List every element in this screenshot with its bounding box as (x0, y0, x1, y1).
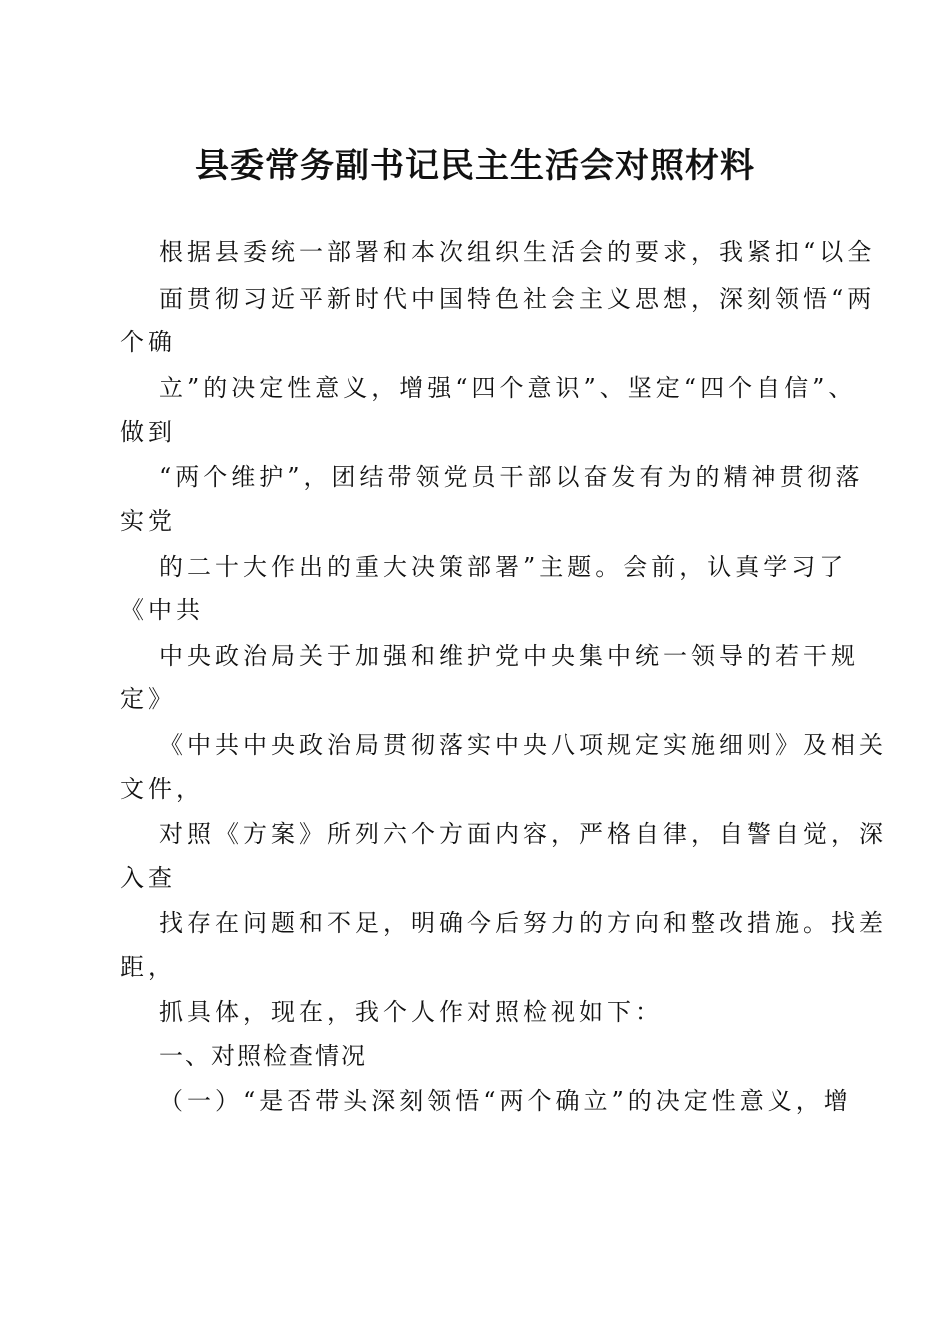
paragraph-line: 面贯彻习近平新时代中国特色社会主义思想，深刻领悟“两 (159, 285, 876, 313)
paragraph-line: 《中共 (120, 596, 204, 624)
paragraph-line: 个确 (120, 328, 176, 356)
paragraph-line: 做到 (120, 418, 176, 446)
subsection-line: （一）“是否带头深刻领悟“两个确立”的决定性意义，增 (159, 1087, 852, 1115)
paragraph-line: 距， (120, 953, 176, 981)
document-title: 县委常务副书记民主生活会对照材料 (195, 146, 755, 186)
paragraph-line: 根据县委统一部署和本次组织生活会的要求，我紧扣“以全 (159, 238, 876, 266)
paragraph-line: 实党 (120, 507, 176, 535)
paragraph-line: 定》 (120, 685, 176, 713)
paragraph-line: 对照《方案》所列六个方面内容，严格自律，自警自觉，深 (159, 820, 887, 848)
paragraph-line: 找存在问题和不足，明确今后努力的方向和整改措施。找差 (159, 909, 887, 937)
paragraph-line: 《中共中央政治局贯彻落实中央八项规定实施细则》及相关 (159, 731, 887, 759)
paragraph-line: 入查 (120, 864, 176, 892)
section-heading: 一、对照检查情况 (159, 1042, 367, 1070)
paragraph-line: 抓具体，现在，我个人作对照检视如下： (159, 998, 663, 1026)
paragraph-line: 中央政治局关于加强和维护党中央集中统一领导的若干规 (159, 642, 859, 670)
paragraph-line: 文件， (120, 775, 204, 803)
paragraph-line: 的二十大作出的重大决策部署”主题。会前，认真学习了 (159, 553, 848, 581)
paragraph-line: “两个维护”，团结带领党员干部以奋发有为的精神贯彻落 (159, 463, 864, 491)
paragraph-line: 立”的决定性意义，增强“四个意识”、坚定“四个自信”、 (159, 374, 857, 402)
